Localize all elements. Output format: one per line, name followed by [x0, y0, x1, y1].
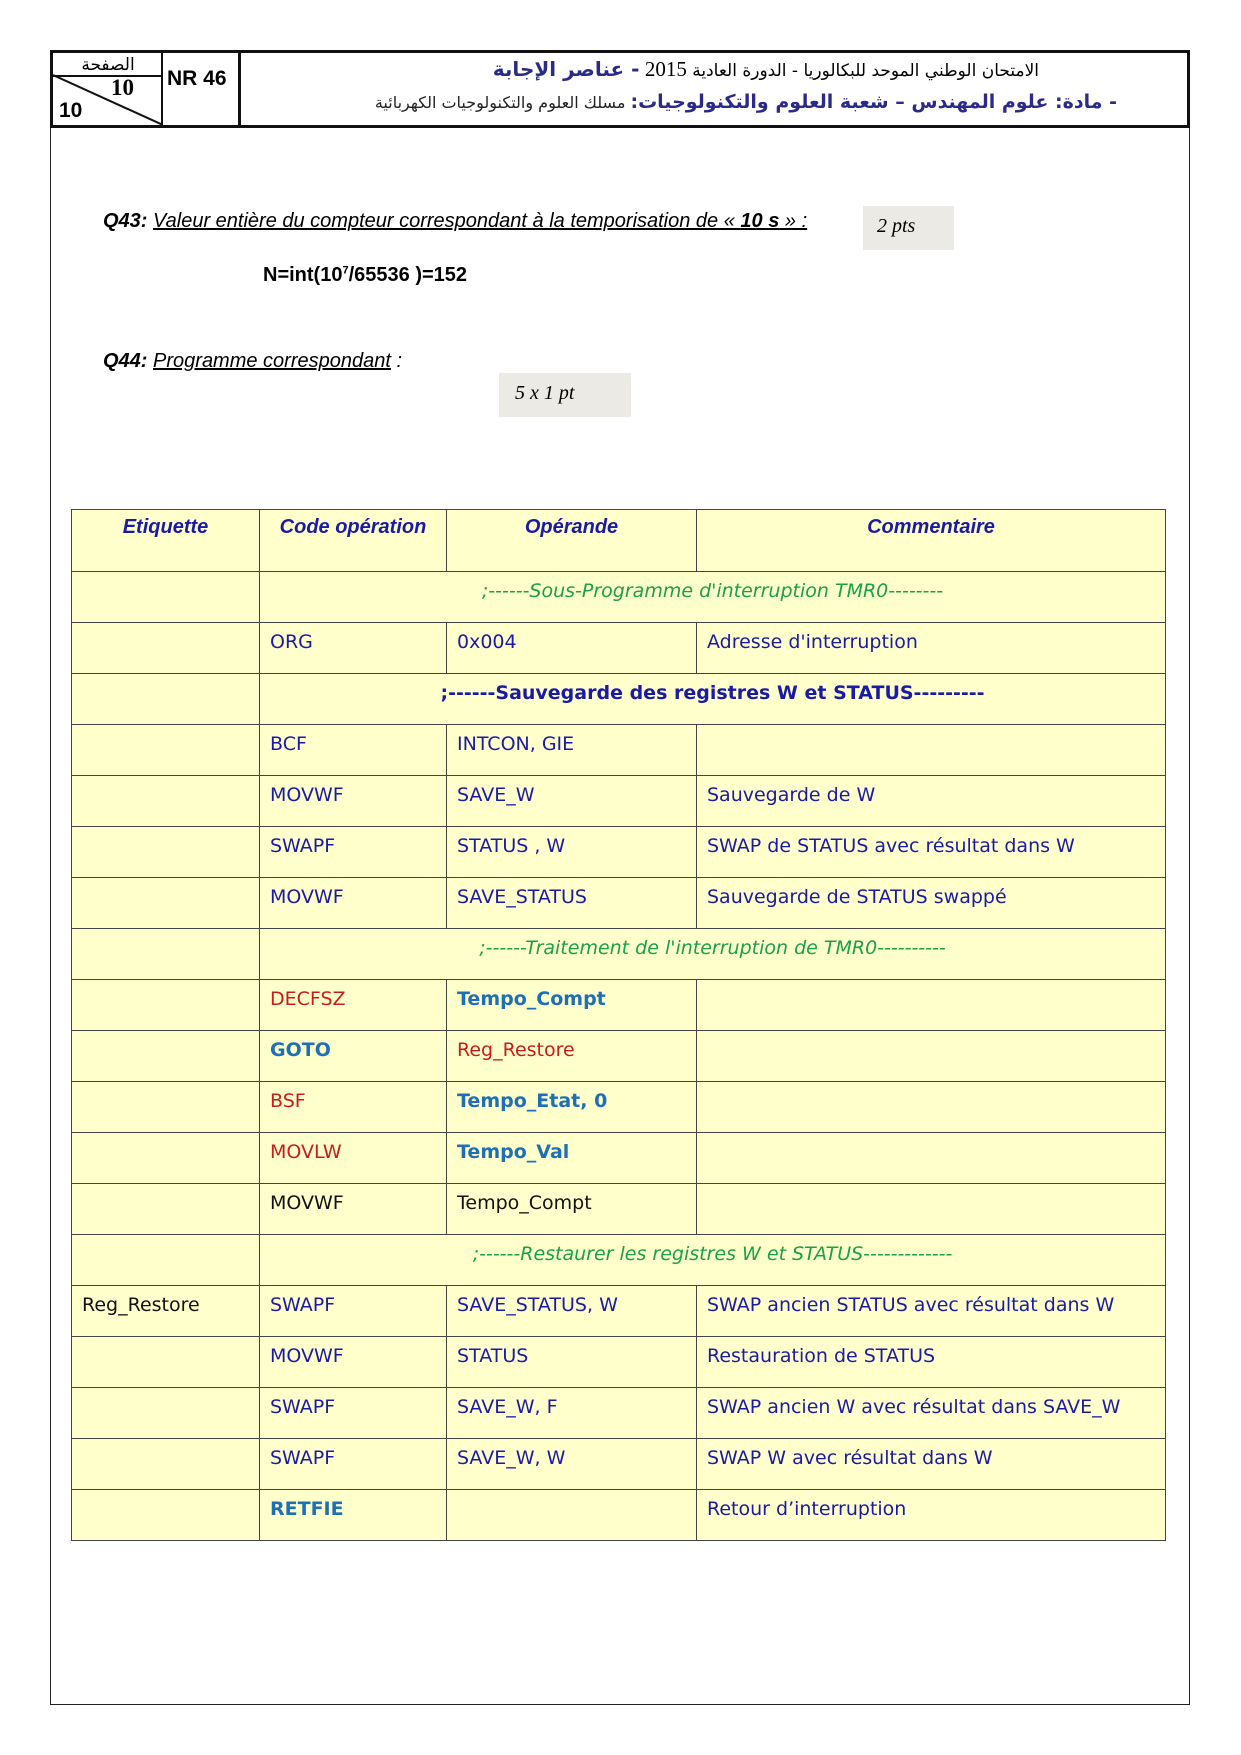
cell-op: SWAPF	[260, 827, 447, 878]
program-table	[71, 509, 1166, 1541]
cell-label	[72, 623, 260, 674]
cell-op: MOVLW	[260, 1133, 447, 1184]
section-title: ;------Restaurer les registres W et STATUS-------------	[260, 1235, 1166, 1286]
cell-operand: 0x004	[447, 623, 697, 674]
header-commentaire: Commentaire	[697, 510, 1166, 572]
section-row	[72, 929, 1166, 980]
cell-operand: Reg_Restore	[447, 1031, 697, 1082]
header-operande: Opérande	[447, 510, 697, 572]
question-44-tail: :	[390, 350, 403, 372]
cell-operand	[447, 1490, 697, 1541]
cell-label	[72, 1184, 260, 1235]
cell-operand: SAVE_W	[447, 776, 697, 827]
table-row	[72, 623, 1166, 674]
exam-title	[243, 53, 1187, 125]
exam-subject: - مادة: علوم المهندس – شعبة العلوم والتكنولوجيات:	[630, 91, 1117, 113]
cell-label	[72, 1082, 260, 1133]
cell-label	[72, 1439, 260, 1490]
cell-operand: SAVE_W, W	[447, 1439, 697, 1490]
cell-op: BSF	[260, 1082, 447, 1133]
section-row	[72, 1235, 1166, 1286]
table-row	[72, 1286, 1166, 1337]
cell-label	[72, 1388, 260, 1439]
table-row	[72, 878, 1166, 929]
cell-operand: Tempo_Val	[447, 1133, 697, 1184]
table-row	[72, 980, 1166, 1031]
cell-op: SWAPF	[260, 1286, 447, 1337]
table-row	[72, 1439, 1166, 1490]
question-43-label: Q43:	[103, 210, 148, 232]
question-44	[103, 350, 402, 373]
question-44-text: Programme correspondant	[153, 350, 391, 372]
section-title: ;------Sous-Programme d'interruption TMR0--------	[260, 572, 1166, 623]
header-etiquette: Etiquette	[72, 510, 260, 572]
cell-operand: Tempo_Compt	[447, 980, 697, 1031]
exam-session: الامتحان الوطني الموحد للبكالوريا - الدورة العادية	[692, 61, 1039, 81]
cell-op: MOVWF	[260, 878, 447, 929]
cell-comment: Sauvegarde de W	[697, 776, 1166, 827]
question-43-text: Valeur entière du compteur correspondant à la temporisation de «	[153, 210, 741, 232]
answer-key-label: - عناصر الإجابة	[492, 57, 640, 81]
table-row	[72, 1490, 1166, 1541]
q43-formula	[263, 264, 467, 287]
header-code-operation: Code opération	[260, 510, 447, 572]
cell-op: DECFSZ	[260, 980, 447, 1031]
cell-op: SWAPF	[260, 1439, 447, 1490]
exam-code: NR 46	[167, 67, 227, 90]
page-label: الصفحة	[81, 55, 135, 75]
table-row	[72, 827, 1166, 878]
cell-operand: INTCON, GIE	[447, 725, 697, 776]
exam-title-line2	[375, 91, 1117, 113]
section-title: ;------Traitement de l'interruption de TMR0----------	[260, 929, 1166, 980]
table-row	[72, 1337, 1166, 1388]
cell-comment: SWAP de STATUS avec résultat dans W	[697, 827, 1166, 878]
cell-label	[72, 827, 260, 878]
cell-label	[72, 776, 260, 827]
table-row	[72, 1388, 1166, 1439]
cell-comment: SWAP ancien W avec résultat dans SAVE_W	[697, 1388, 1166, 1439]
table-row	[72, 1031, 1166, 1082]
cell-comment: SWAP W avec résultat dans W	[697, 1439, 1166, 1490]
cell-comment	[697, 1133, 1166, 1184]
page-total: 10	[59, 99, 83, 122]
page-number-box	[53, 53, 163, 125]
q44-points-badge: 5 x 1 pt	[499, 373, 631, 417]
cell-op: SWAPF	[260, 1388, 447, 1439]
table-row	[72, 1133, 1166, 1184]
cell-label	[72, 1133, 260, 1184]
cell-comment: SWAP ancien STATUS avec résultat dans W	[697, 1286, 1166, 1337]
cell-operand: Tempo_Etat, 0	[447, 1082, 697, 1133]
question-43-bold: 10 s	[740, 210, 780, 232]
cell-comment: Restauration de STATUS	[697, 1337, 1166, 1388]
section-row	[72, 572, 1166, 623]
cell-comment: Sauvegarde de STATUS swappé	[697, 878, 1166, 929]
cell-comment	[697, 980, 1166, 1031]
exam-track: مسلك العلوم والتكنولوجيات الكهربائية	[374, 93, 626, 112]
cell-label	[72, 878, 260, 929]
question-44-label: Q44:	[103, 350, 148, 372]
table-row	[72, 1082, 1166, 1133]
cell-comment: Retour d’interruption	[697, 1490, 1166, 1541]
exam-year: 2015	[644, 57, 687, 81]
table-row	[72, 776, 1166, 827]
question-43-tail: » :	[779, 210, 808, 232]
cell-op: GOTO	[260, 1031, 447, 1082]
cell-operand: STATUS , W	[447, 827, 697, 878]
cell-operand: SAVE_STATUS	[447, 878, 697, 929]
section-title: ;------Sauvegarde des registres W et STATUS---------	[260, 674, 1166, 725]
cell-comment	[697, 1031, 1166, 1082]
cell-operand: Tempo_Compt	[447, 1184, 697, 1235]
cell-op: BCF	[260, 725, 447, 776]
formula-pre: N=int(10	[263, 264, 343, 286]
formula-post: /65536 )=152	[348, 264, 468, 286]
question-43	[103, 210, 807, 233]
cell-comment	[697, 1184, 1166, 1235]
cell-op: MOVWF	[260, 1337, 447, 1388]
cell-op: ORG	[260, 623, 447, 674]
cell-comment: Adresse d'interruption	[697, 623, 1166, 674]
cell-comment	[697, 1082, 1166, 1133]
cell-label	[72, 725, 260, 776]
cell-op: MOVWF	[260, 776, 447, 827]
cell-operand: SAVE_STATUS, W	[447, 1286, 697, 1337]
cell-label	[72, 980, 260, 1031]
cell-operand: SAVE_W, F	[447, 1388, 697, 1439]
table-row	[72, 725, 1166, 776]
exam-header	[50, 50, 1190, 128]
cell-op: RETFIE	[260, 1490, 447, 1541]
exam-title-line1	[493, 57, 1039, 82]
table-row	[72, 1184, 1166, 1235]
cell-label: Reg_Restore	[72, 1286, 260, 1337]
cell-operand: STATUS	[447, 1337, 697, 1388]
cell-label	[72, 1490, 260, 1541]
cell-label	[72, 1031, 260, 1082]
formula-exp: 7	[342, 264, 349, 277]
q43-points-badge: 2 pts	[863, 206, 954, 250]
cell-op: MOVWF	[260, 1184, 447, 1235]
cell-label	[72, 1337, 260, 1388]
page-number: 10	[111, 75, 134, 100]
section-row	[72, 674, 1166, 725]
table-header-row	[72, 510, 1166, 572]
exam-code-box	[163, 53, 241, 125]
cell-comment	[697, 725, 1166, 776]
